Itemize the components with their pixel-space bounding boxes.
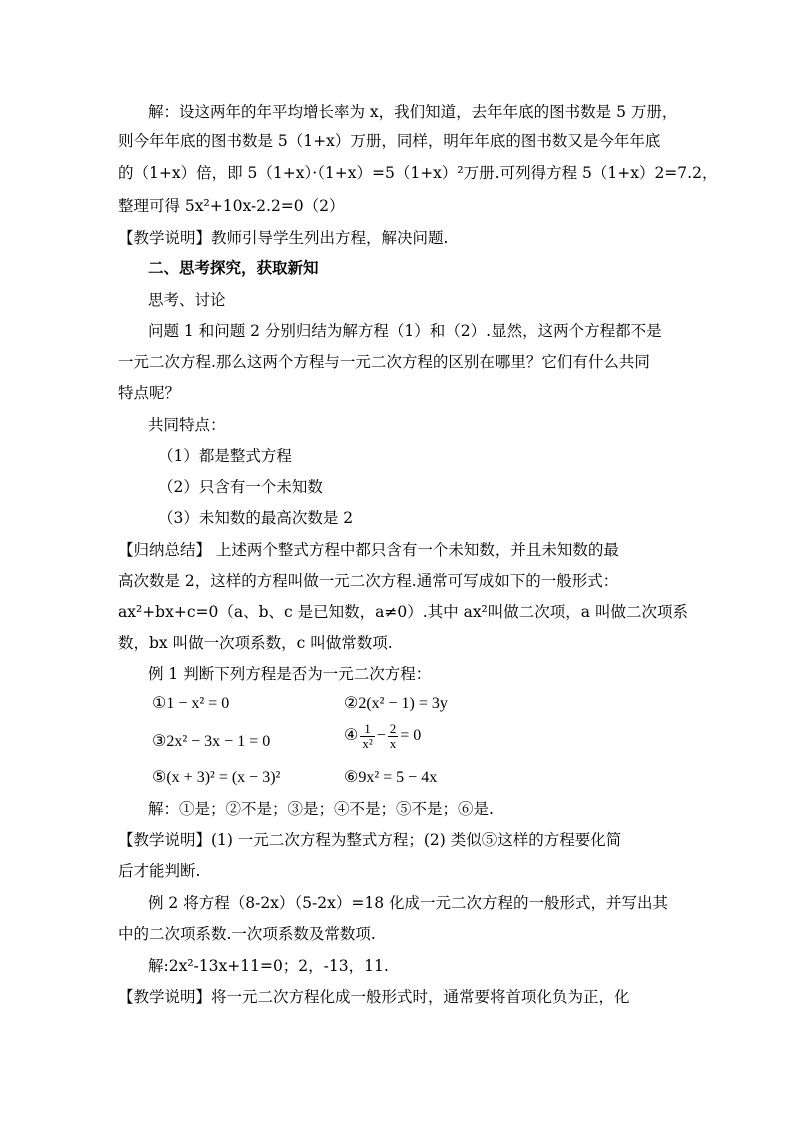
summary-paragraph-line-4: 数，bx 叫做一次项系数，c 叫做常数项. bbox=[118, 634, 393, 652]
feature-item-3: （3）未知数的最高次数是 2 bbox=[158, 509, 354, 527]
equation-1: ①1 − x² = 0 bbox=[152, 695, 230, 712]
teaching-note-2-line-2: 后才能判断. bbox=[118, 862, 201, 880]
summary-paragraph-line-1: 【归纳总结】 上述两个整式方程中都只含有一个未知数，并且未知数的最 bbox=[118, 541, 619, 559]
section-heading: 二、思考探究，获取新知 bbox=[148, 259, 319, 277]
equation-4-rhs: = 0 bbox=[400, 727, 422, 745]
equation-4-marker: ④ bbox=[344, 727, 359, 745]
example-1-prompt: 例 1 判断下列方程是否为一元二次方程： bbox=[148, 665, 432, 683]
equation-4 bbox=[344, 722, 421, 751]
example-1-answer: 解：①是；②不是；③是；④不是；⑤不是；⑥是. bbox=[148, 800, 494, 818]
example-2-answer: 解:2x²-13x+11=0；2，-13，11. bbox=[148, 957, 389, 975]
feature-item-1: （1）都是整式方程 bbox=[158, 447, 292, 465]
teaching-note-1: 【教学说明】教师引导学生列出方程，解决问题. bbox=[118, 229, 449, 247]
common-features-label: 共同特点： bbox=[148, 416, 226, 434]
solution-paragraph-line-3: 的（1+x）倍，即 5（1+x）·（1+x）=5（1+x）²万册.可列得方程 5（1+x）2=7.2， bbox=[118, 164, 718, 182]
feature-item-2: （2）只含有一个未知数 bbox=[158, 478, 323, 496]
question-paragraph-line-1: 问题 1 和问题 2 分别归结为解方程（1）和（2）.显然，这两个方程都不是 bbox=[148, 322, 662, 340]
fraction-2-denominator: x bbox=[389, 736, 397, 751]
example-2-line-1: 例 2 将方程（8-2x）（5-2x）=18 化成一元二次方程的一般形式，并写出其 bbox=[148, 894, 669, 912]
fraction-1-numerator: 1 bbox=[360, 722, 374, 737]
solution-paragraph-line-4: 整理可得 5x²+10x-2.2=0（2） bbox=[118, 197, 345, 215]
solution-paragraph-line-1: 解：设这两年的年平均增长率为 x，我们知道，去年年底的图书数是 5 万册， bbox=[148, 103, 678, 121]
think-discuss-label: 思考、讨论 bbox=[148, 291, 226, 309]
equation-6: ⑥9x² = 5 − 4x bbox=[344, 769, 438, 786]
equation-5: ⑤(x + 3)² = (x − 3)² bbox=[152, 769, 281, 786]
teaching-note-2-line-1: 【教学说明】(1) 一元二次方程为整式方程；(2) 类似⑤这样的方程要化简 bbox=[118, 831, 622, 849]
equation-4-fraction-1 bbox=[360, 722, 374, 751]
summary-paragraph-line-3: ax²+bx+c=0（a、b、c 是已知数，a≠0）.其中 ax²叫做二次项，a 叫做二次项系 bbox=[118, 603, 688, 621]
question-paragraph-line-3: 特点呢？ bbox=[118, 384, 181, 402]
teaching-note-3: 【教学说明】将一元二次方程化成一般形式时，通常要将首项化负为正，化 bbox=[118, 988, 630, 1006]
example-2-line-2: 中的二次项系数.一次项系数及常数项. bbox=[118, 925, 376, 943]
equation-4-minus: − bbox=[376, 727, 386, 745]
equation-4-fraction-2 bbox=[388, 722, 399, 751]
solution-paragraph-line-2: 则今年年底的图书数是 5（1+x）万册，同样，明年年底的图书数又是今年年底 bbox=[118, 132, 661, 150]
summary-paragraph-line-2: 高次数是 2，这样的方程叫做一元二次方程.通常可写成如下的一般形式： bbox=[118, 572, 619, 590]
fraction-1-denominator: x² bbox=[362, 736, 373, 751]
equation-2: ②2(x² − 1) = 3y bbox=[344, 695, 448, 712]
question-paragraph-line-2: 一元二次方程.那么这两个方程与一元二次方程的区别在哪里？它们有什么共同 bbox=[118, 353, 650, 371]
fraction-2-numerator: 2 bbox=[389, 721, 397, 736]
equation-3: ③2x² − 3x − 1 = 0 bbox=[152, 733, 271, 750]
